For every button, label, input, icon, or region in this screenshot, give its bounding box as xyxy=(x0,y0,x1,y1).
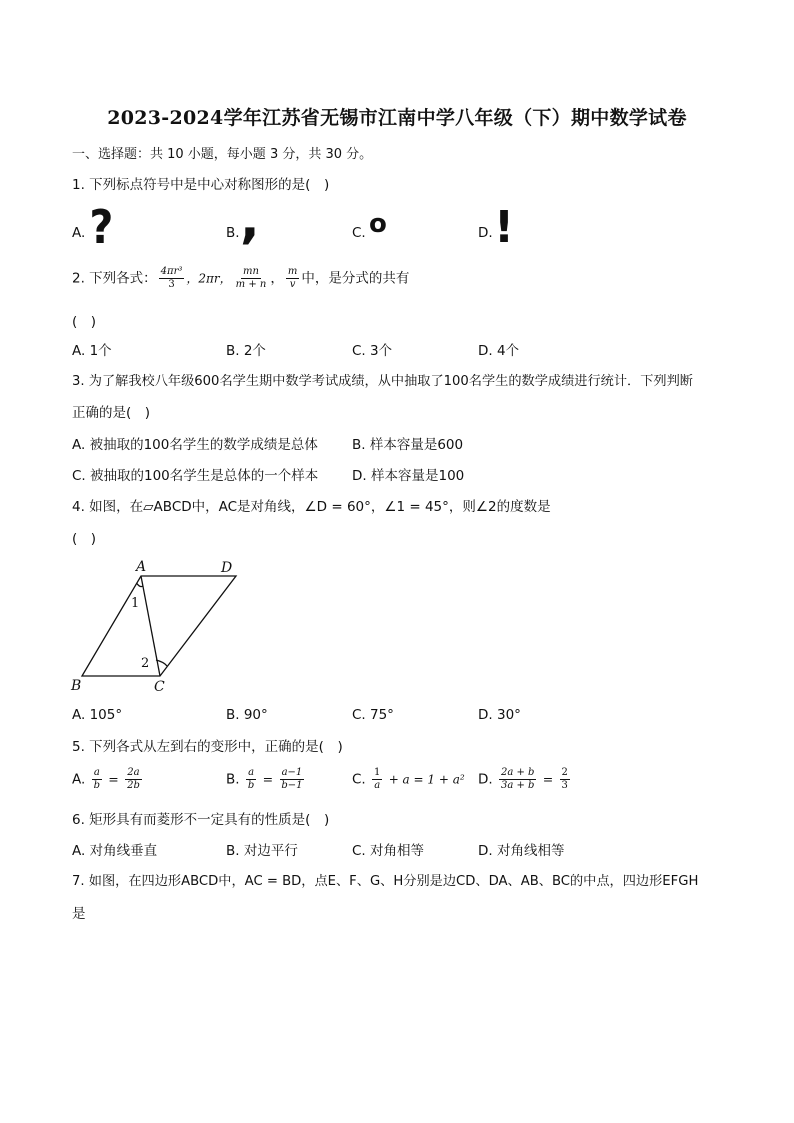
comma-glyph: , xyxy=(240,190,260,250)
angle-label-1: 1 xyxy=(131,596,140,611)
q4-option-a: A. 105° xyxy=(72,707,123,723)
question-mark-glyph: ? xyxy=(89,200,114,254)
q5-a-left-fraction xyxy=(92,767,102,792)
exclamation-glyph: ! xyxy=(494,202,515,253)
q5-c-label: C. xyxy=(352,771,366,788)
q5-c-left-fraction xyxy=(372,767,382,792)
q5-a-left-den: b xyxy=(93,780,100,791)
q5-d-label: D. xyxy=(478,771,493,788)
q2-f3-denominator: v xyxy=(289,279,296,290)
angle-label-2: 2 xyxy=(141,656,150,671)
q5-option-a xyxy=(72,767,144,792)
q6-option-a: A. 对角线垂直 xyxy=(72,843,158,859)
q3-option-a: A. 被抽取的100名学生的数学成绩是总体 xyxy=(72,437,318,453)
q2-option-a: A. 1个 xyxy=(72,343,112,359)
q6-option-d: D. 对角线相等 xyxy=(478,843,565,859)
question-2-stem xyxy=(72,266,409,291)
q5-option-b xyxy=(226,767,307,792)
vertex-label-d: D xyxy=(221,560,233,576)
q5-d-right-fraction xyxy=(560,767,570,792)
q1-option-d-label: D. xyxy=(478,225,493,241)
q5-b-left-fraction xyxy=(246,767,256,792)
q2-suffix: 中，是分式的共有 xyxy=(301,270,410,287)
question-7-stem-line-1: 7. 如图，在四边形ABCD中，AC = BD，点E、F、G、H分别是边CD、DA、AB、BC的中点，四边形EFGH xyxy=(72,874,699,889)
question-1-stem: 1. 下列标点符号中是中心对称图形的是( ) xyxy=(72,177,330,193)
question-5-stem: 5. 下列各式从左到右的变形中，正确的是( ) xyxy=(72,739,343,755)
q3-option-d: D. 样本容量是100 xyxy=(352,468,465,484)
q5-b-right-num: a−1 xyxy=(281,767,303,778)
q2-option-c: C. 3个 xyxy=(352,343,393,359)
q5-a-equals: = xyxy=(108,771,119,787)
q4-answer-paren: ( ) xyxy=(72,531,97,547)
q5-b-right-den: b−1 xyxy=(281,780,303,791)
q2-f2-numerator: mn xyxy=(243,266,259,277)
q5-option-c xyxy=(352,767,465,792)
q6-option-b: B. 对边平行 xyxy=(226,843,298,859)
q5-c-left-num: 1 xyxy=(374,767,381,778)
q5-d-equals: = xyxy=(542,771,554,787)
q2-fraction-1 xyxy=(159,266,185,291)
q5-d-right-den: 3 xyxy=(561,780,568,791)
question-3-stem-line-1: 3. 为了解我校八年级600名学生期中数学考试成绩，从中抽取了100名学生的数学成绩进行统计．下列判断 xyxy=(72,374,693,389)
question-4-stem: 4. 如图，在▱ABCD中，AC是对角线，∠D = 60°，∠1 = 45°，则∠2的度数是 xyxy=(72,499,551,515)
q1-option-b-label: B. xyxy=(226,225,240,241)
q5-d-right-num: 2 xyxy=(561,767,568,778)
section-heading: 一、选择题：共 10 小题，每小题 3 分，共 30 分。 xyxy=(72,147,373,162)
vertex-label-a: A xyxy=(136,559,147,575)
q2-fraction-3 xyxy=(286,266,299,291)
q5-option-d xyxy=(478,767,572,792)
q5-a-left-num: a xyxy=(93,767,100,778)
q3-option-c: C. 被抽取的100名学生是总体的一个样本 xyxy=(72,468,319,484)
q5-b-right-fraction xyxy=(279,767,304,792)
q2-f1-denominator: 3 xyxy=(168,279,175,290)
q5-a-right-fraction xyxy=(125,767,142,792)
q5-b-left-den: b xyxy=(247,780,255,791)
q5-b-left-num: a xyxy=(248,767,255,778)
q2-f2-denominator: m + n xyxy=(235,279,267,290)
q1-option-a-label: A. xyxy=(72,225,86,241)
q5-b-equals: = xyxy=(262,771,274,787)
q2-comma: ， xyxy=(270,270,284,287)
q5-a-right-num: 2a xyxy=(127,767,140,778)
parallelogram-figure xyxy=(60,552,260,697)
q1-option-c-label: C. xyxy=(352,225,366,241)
q4-option-b: B. 90° xyxy=(226,707,268,723)
vertex-label-b: B xyxy=(71,678,82,694)
question-6-stem: 6. 矩形具有而菱形不一定具有的性质是( ) xyxy=(72,812,330,828)
circle-glyph: o xyxy=(369,209,387,239)
question-7-stem-line-2: 是 xyxy=(72,906,86,922)
page-title: 2023-2024学年江苏省无锡市江南中学八年级（下）期中数学试卷 xyxy=(107,107,687,129)
q5-d-left-num: 2a + b xyxy=(500,767,535,778)
q2-prefix: 2. 下列各式： xyxy=(72,270,157,287)
q5-a-right-den: 2b xyxy=(127,780,140,791)
q2-option-d: D. 4个 xyxy=(478,343,520,359)
q4-option-c: C. 75° xyxy=(352,707,394,723)
q5-d-left-fraction xyxy=(499,767,536,792)
question-3-stem-line-2: 正确的是( ) xyxy=(72,405,151,421)
q3-option-b: B. 样本容量是600 xyxy=(352,437,464,453)
q2-answer-paren: ( ) xyxy=(72,314,97,330)
q2-f3-numerator: m xyxy=(287,266,298,277)
q5-d-left-den: 3a + b xyxy=(500,780,535,791)
q4-option-d: D. 30° xyxy=(478,707,521,723)
q2-fraction-2 xyxy=(234,266,269,291)
q5-a-label: A. xyxy=(72,771,86,788)
q2-f1-numerator: 4πr³ xyxy=(160,266,183,277)
q5-b-label: B. xyxy=(226,771,240,788)
q5-c-left-den: a xyxy=(374,780,381,791)
q2-option-b: B. 2个 xyxy=(226,343,266,359)
vertex-label-c: C xyxy=(154,679,165,695)
q6-option-c: C. 对角相等 xyxy=(352,843,425,859)
q2-mid-term: ，2πr， xyxy=(186,271,232,286)
q5-c-rest: + a = 1 + a² xyxy=(388,772,465,787)
